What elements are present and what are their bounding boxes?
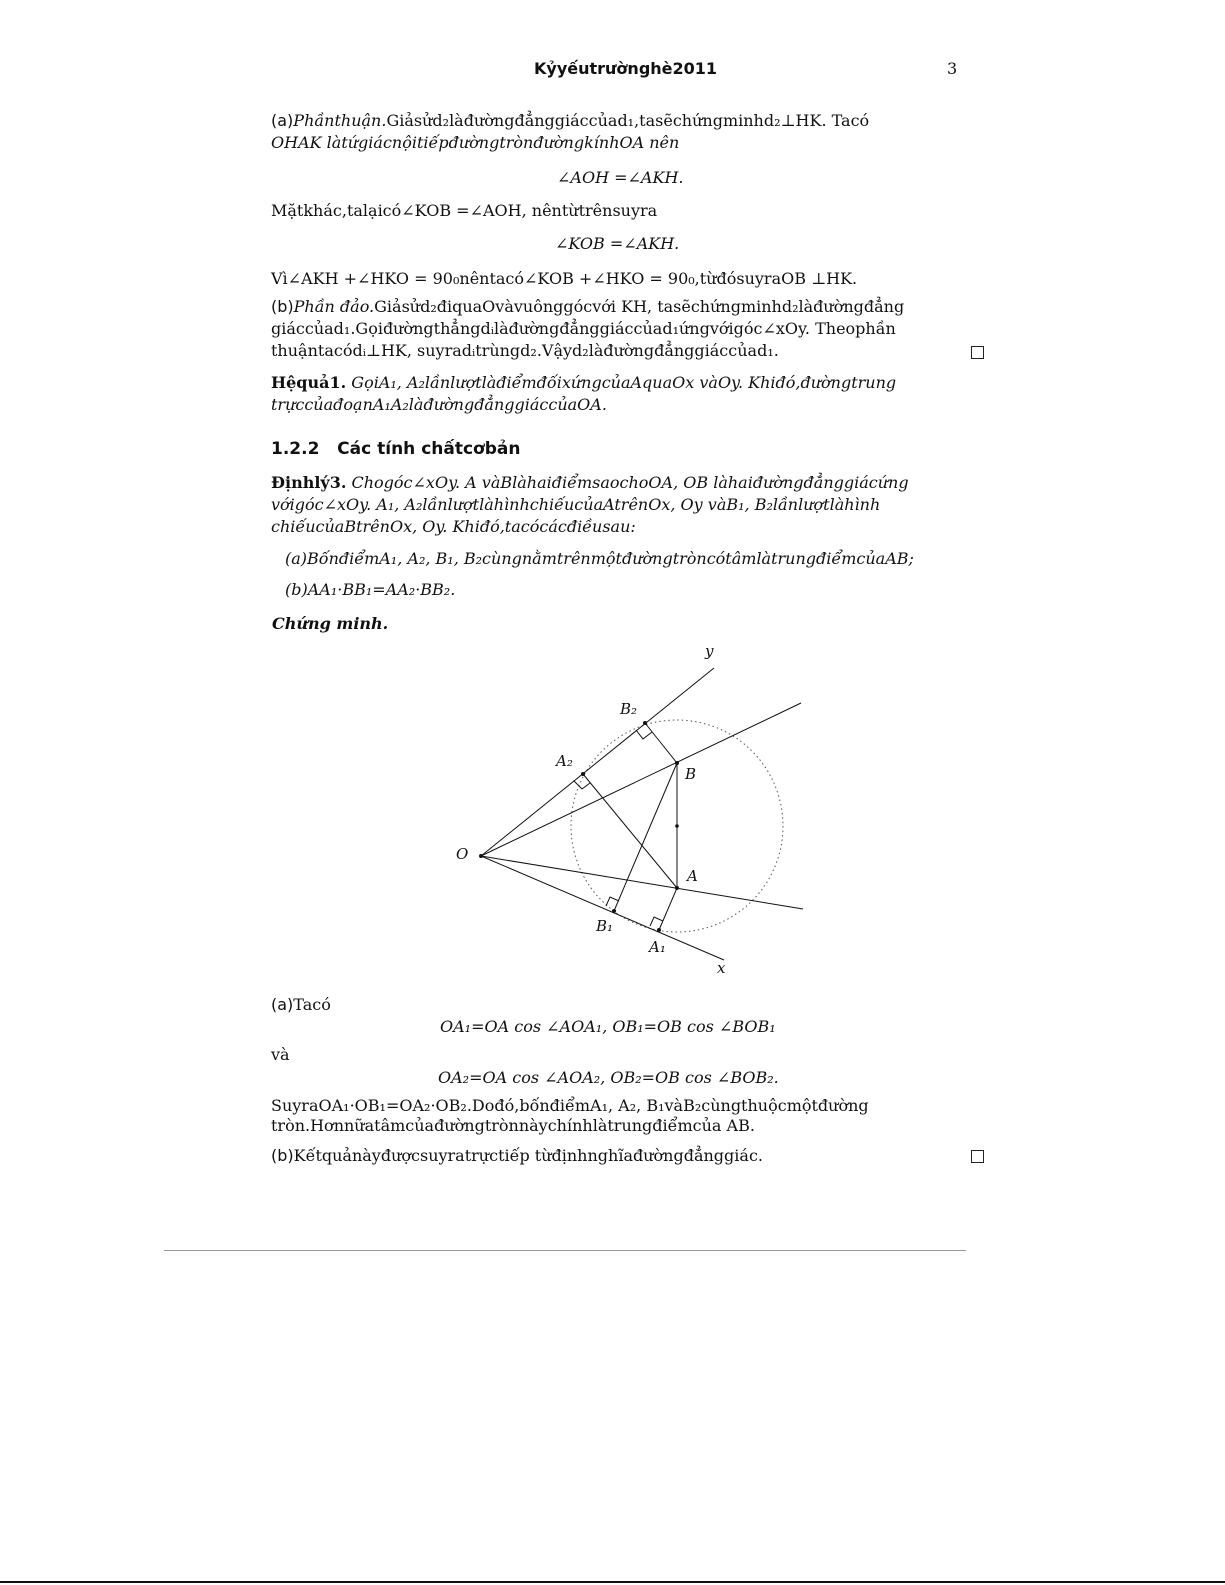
point-midpoint [675, 824, 679, 828]
segment-aa2 [583, 774, 677, 888]
part-b-line3: thuậntacódᵢ⊥HK, suyradᵢtrùngd₂.Vậyd₂làđườngđẳnggiáccủad₁. [271, 341, 779, 360]
qed-symbol-2 [971, 1150, 984, 1163]
running-header: Kỷyếutrườnghè2011 [534, 59, 718, 78]
paragraph-vi: Vì∠AKH +∠HKO = 90₀nêntacó∠KOB +∠HKO = 90₀,từđósuyraOB ⊥HK. [271, 269, 858, 288]
theorem-item-a: (a)BốnđiểmA₁, A₂, B₁, B₂cùngnằmtrênmộtđườngtròncótâmlàtrungđiểmcủaAB; [285, 549, 914, 568]
theorem-label: Địnhlý3. [271, 473, 347, 492]
theorem-item-b: (b)AA₁·BB₁=AA₂·BB₂. [285, 580, 456, 599]
corollary-line1 [271, 372, 896, 394]
label-b2: B₂ [620, 700, 638, 718]
proof-a-equation-2: OA₂=OA cos ∠AOA₂, OB₂=OB cos ∠BOB₂. [438, 1068, 779, 1087]
part-a-label: (a) [271, 111, 294, 130]
proof-a-equation-1: OA₁=OA cos ∠AOA₁, OB₁=OB cos ∠BOB₁ [440, 1017, 776, 1036]
section-heading [271, 439, 520, 459]
section-number: 1.2.2 [271, 439, 320, 459]
page-bottom-edge [0, 1581, 1225, 1583]
proof-b-text: Kếtquảnàyđượcsuyratrựctiếp từđịnhnghĩađườngđẳnggiác. [293, 1146, 763, 1165]
theorem-line1 [271, 472, 909, 494]
point-o [479, 854, 483, 858]
proof-b-line [271, 1145, 763, 1167]
footer-rule [164, 1250, 966, 1251]
line-ob [481, 703, 801, 856]
equation-1: ∠AOH =∠AKH. [557, 168, 684, 187]
label-b1: B₁ [596, 917, 614, 935]
right-angle-a2 [574, 781, 590, 789]
label-b: B [685, 765, 697, 783]
point-b1 [612, 909, 616, 913]
label-x: x [717, 959, 726, 977]
page-number: 3 [947, 59, 958, 78]
proof-label: Chứng minh. [272, 614, 389, 633]
geometry-figure [440, 638, 820, 983]
theorem-line3: chiếucủaBtrênOx, Oy. Khiđó,tacócácđiềusau: [271, 517, 636, 536]
part-b-label: (b) [271, 297, 294, 316]
qed-symbol [971, 346, 984, 359]
theorem-text-1: Chogóc∠xOy. A vàBlàhaiđiểmsaochoOA, OB làhaiđườngđẳnggiácứng [351, 473, 909, 492]
segment-aa1 [659, 888, 677, 930]
label-a1: A₁ [649, 938, 666, 956]
part-a-line2: OHAK làtứgiácnộitiếpđườngtrònđườngkínhOA nên [271, 133, 680, 152]
part-b-line1-text: Giảsửd₂điquaOvàvuônggócvới KH, tasẽchứngminhd₂làđườngđẳng [374, 297, 905, 316]
label-a2: A₂ [556, 752, 573, 770]
part-b-line1 [271, 296, 904, 318]
corollary-label: Hệquả1. [271, 373, 347, 392]
label-o: O [456, 845, 469, 863]
paragraph-mat-khac: Mặtkhác,talạicó∠KOB =∠AOH, nêntừtrênsuyra [271, 201, 658, 220]
proof-a-va: và [271, 1045, 290, 1064]
part-a-line1 [271, 110, 869, 132]
proof-a-intro-text: Tacó [293, 995, 331, 1014]
right-angle-b2 [636, 730, 652, 739]
proof-a-intro [271, 994, 331, 1016]
proof-a-line1: SuyraOA₁·OB₁=OA₂·OB₂.Dođó,bốnđiểmA₁, A₂, B₁vàB₂cùngthuộcmộtđường [271, 1096, 869, 1115]
section-title: Các tính chấtcơbản [337, 439, 521, 459]
ray-oy [481, 668, 714, 856]
point-b [675, 761, 679, 765]
label-y: y [705, 642, 714, 660]
line-oa [481, 856, 803, 909]
theorem-line2: vớigóc∠xOy. A₁, A₂lầnlượtlàhìnhchiếucủaAtrênOx, Oy vàB₁, B₂lầnlượtlàhình [271, 495, 881, 514]
point-a2 [581, 772, 585, 776]
part-a-line1-text: Giảsửd₂làđườngđẳnggiáccủad₁,tasẽchứngminhd₂⊥HK. Tacó [386, 111, 870, 130]
point-a1 [657, 928, 661, 932]
point-a [675, 886, 679, 890]
segment-bb2 [645, 723, 677, 763]
proof-a-label: (a) [271, 995, 294, 1014]
part-a-heading: Phầnthuận. [293, 111, 387, 130]
corollary-line2: trựccủađoạnA₁A₂làđườngđẳnggiáccủaOA. [271, 395, 607, 414]
segment-bb1 [614, 763, 677, 911]
point-b2 [643, 721, 647, 725]
part-b-line2: giáccủad₁.Gọiđườngthẳngdᵢlàđườngđẳnggiáccủad₁ứngvớigóc∠xOy. Theophần [271, 319, 896, 338]
corollary-text-1: GọiA₁, A₂lầnlượtlàđiểmđốixứngcủaAquaOx vàOy. Khiđó,đườngtrung [351, 373, 897, 392]
equation-2: ∠KOB =∠AKH. [555, 234, 680, 253]
part-b-heading: Phần đảo. [293, 297, 375, 316]
proof-b-label: (b) [271, 1146, 294, 1165]
label-a: A [687, 867, 698, 885]
proof-a-line2: tròn.Hơnnữatâmcủađườngtrònnàychínhlàtrungđiểmcủa AB. [271, 1116, 755, 1135]
